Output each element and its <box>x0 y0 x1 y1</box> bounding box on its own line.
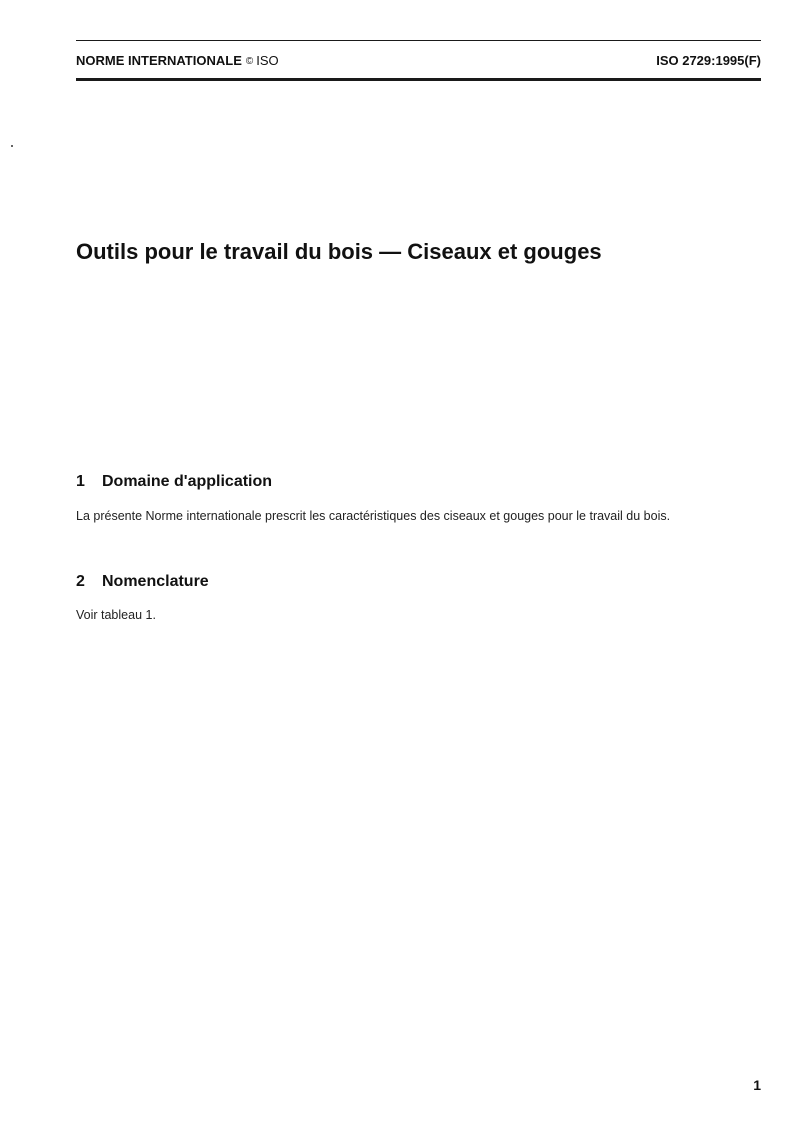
page-number: 1 <box>753 1077 761 1093</box>
section-number: 2 <box>76 573 85 590</box>
section-heading-scope <box>76 472 272 492</box>
header-rule-top <box>76 40 761 41</box>
section-title: Domaine d'application <box>102 473 273 490</box>
section-title: Nomenclature <box>102 573 209 590</box>
section-body-nomenclature: Voir tableau 1. <box>76 608 156 622</box>
copyright-symbol: © <box>245 56 254 67</box>
publication-type: NORME INTERNATIONALE <box>76 53 242 68</box>
organization-name: ISO <box>256 53 279 68</box>
section-heading-nomenclature <box>76 572 209 592</box>
running-header <box>76 52 761 70</box>
section-body-scope: La présente Norme internationale prescrit les caractéristiques des ciseaux et gouges pour le travail du bois. <box>76 509 671 523</box>
header-rule-bottom <box>76 78 761 81</box>
document-title: Outils pour le travail du bois — Ciseaux et gouges <box>76 239 602 264</box>
scan-speck <box>11 145 13 147</box>
standard-reference: ISO 2729:1995(F) <box>656 53 761 68</box>
header-left <box>76 52 279 71</box>
section-number: 1 <box>76 473 85 490</box>
